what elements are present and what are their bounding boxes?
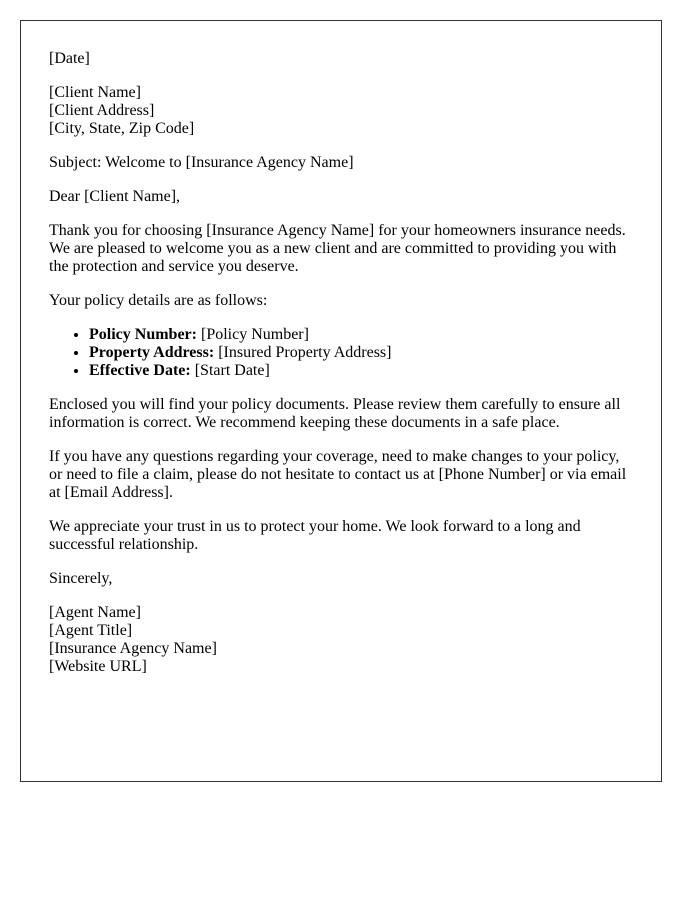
detail-value: [Policy Number] bbox=[196, 326, 309, 343]
appreciation-paragraph: We appreciate your trust in us to protect your home. We look forward to a long and successful relationship. bbox=[49, 518, 581, 553]
detail-label: Property Address: bbox=[89, 344, 215, 361]
list-item bbox=[89, 326, 633, 344]
subject: Subject: Welcome to [Insurance Agency Name] bbox=[49, 154, 354, 171]
contact-paragraph: If you have any questions regarding your coverage, need to make changes to your policy, or need to file a claim, please do not hesitate to contact us at [Phone Number] or via email at [Email Address]. bbox=[49, 448, 627, 501]
recipient-street: [Client Address] bbox=[49, 102, 155, 119]
detail-value: [Start Date] bbox=[190, 362, 270, 379]
closing: Sincerely, bbox=[49, 570, 113, 587]
intro-paragraph: Thank you for choosing [Insurance Agency Name] for your homeowners insurance needs. We are pleased to welcome you as a new client and are committed to providing you with the protection and service you deserve. bbox=[49, 222, 626, 275]
detail-value: [Insured Property Address] bbox=[214, 344, 392, 361]
policy-details-list bbox=[49, 326, 633, 380]
agency-name: [Insurance Agency Name] bbox=[49, 640, 217, 657]
agent-name: [Agent Name] bbox=[49, 604, 141, 621]
letter bbox=[20, 20, 662, 782]
details-lead: Your policy details are as follows: bbox=[49, 292, 268, 309]
website-url: [Website URL] bbox=[49, 658, 147, 675]
detail-label: Effective Date: bbox=[89, 362, 191, 379]
list-item bbox=[89, 362, 633, 380]
list-item bbox=[89, 344, 633, 362]
date: [Date] bbox=[49, 50, 90, 67]
salutation: Dear [Client Name], bbox=[49, 188, 181, 205]
signature-block bbox=[49, 604, 633, 676]
detail-label: Policy Number: bbox=[89, 326, 197, 343]
recipient-name: [Client Name] bbox=[49, 84, 141, 101]
recipient-address bbox=[49, 84, 633, 138]
agent-title: [Agent Title] bbox=[49, 622, 133, 639]
recipient-city: [City, State, Zip Code] bbox=[49, 120, 195, 137]
enclosed-paragraph: Enclosed you will find your policy documents. Please review them carefully to ensure all information is correct. We recommend keeping these documents in a safe place. bbox=[49, 396, 621, 431]
